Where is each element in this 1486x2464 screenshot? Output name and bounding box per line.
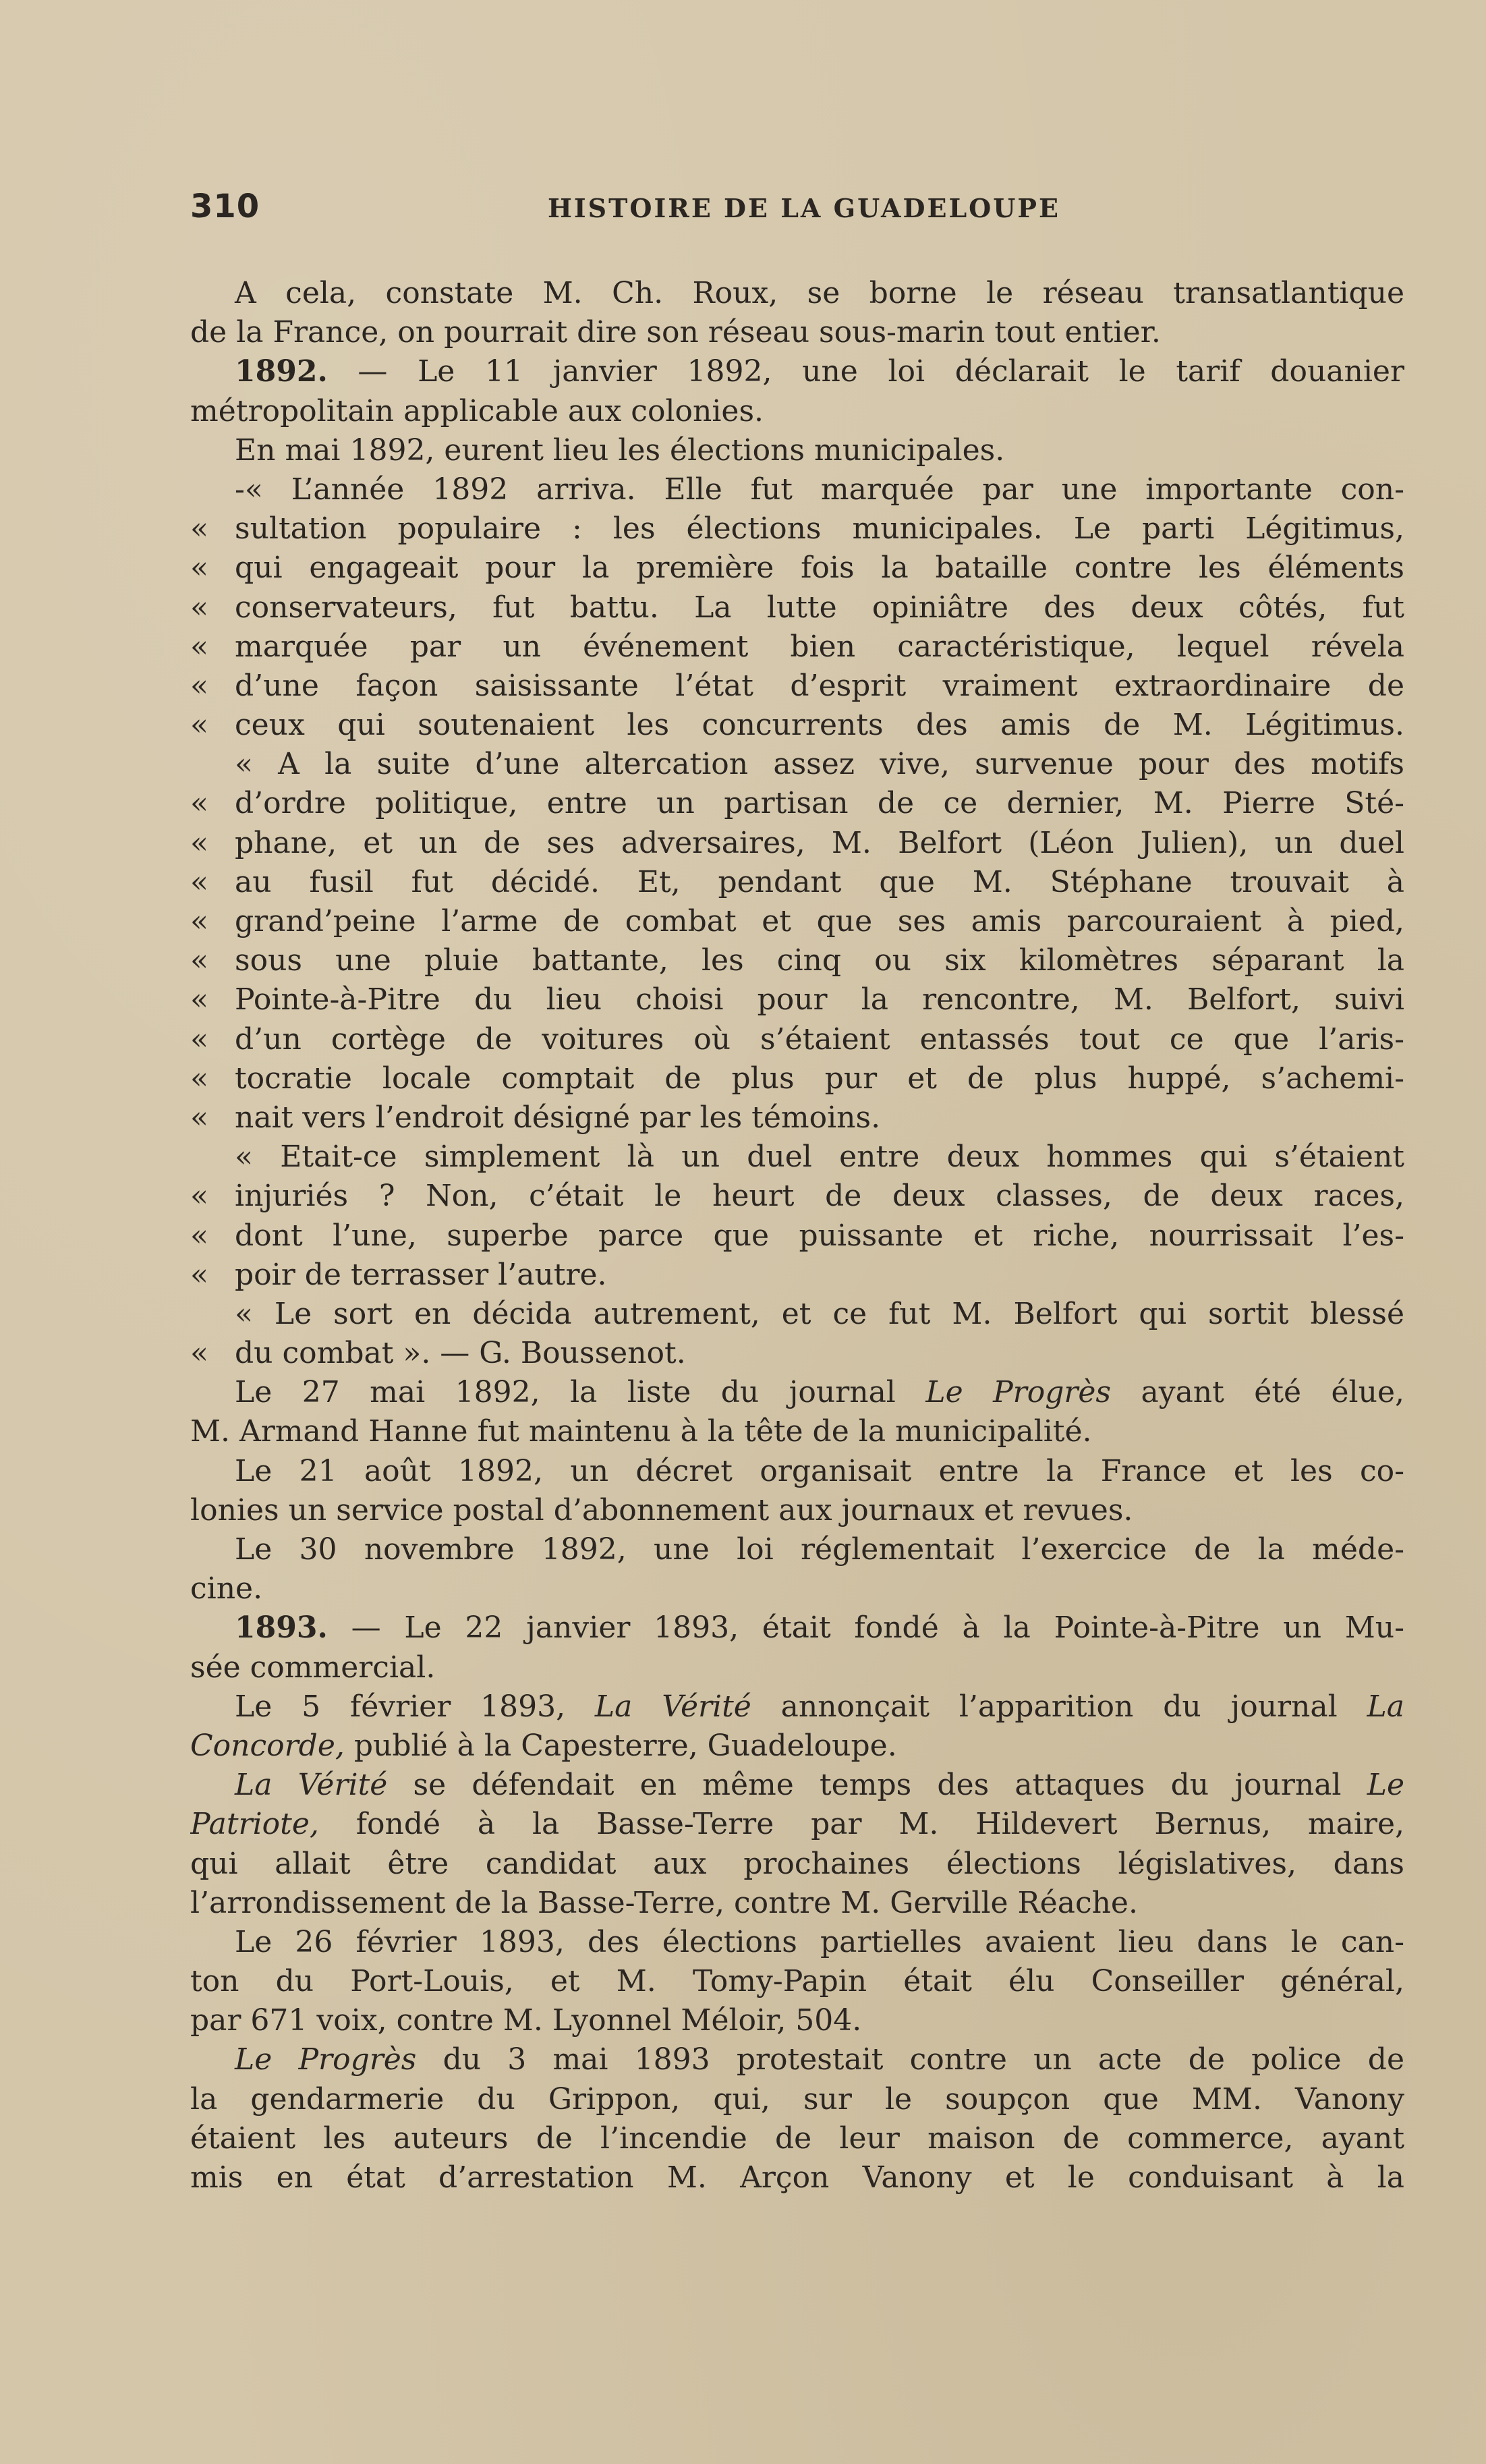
newspaper-title: Le Progrès — [925, 1375, 1112, 1410]
quote-mark: « — [190, 864, 208, 899]
text-line: -« L’année 1892 arriva. Elle fut marquée par une importante con- — [235, 472, 1404, 507]
quote-mark: « — [190, 1061, 208, 1096]
text-line: « A la suite d’une altercation assez vive, survenue pour des motifs — [235, 747, 1404, 782]
text-line: par 671 voix, contre M. Lyonnel Méloir, 504. — [190, 2003, 862, 2038]
quote-line: « nait vers l’endroit désigné par les témoins. — [190, 1098, 1404, 1138]
text-line: lonies un service postal d’abonnement aux journaux et revues. — [190, 1492, 1133, 1528]
quote-line: « phane, et un de ses adversaires, M. Belfort (Léon Julien), un duel — [190, 824, 1404, 863]
year-heading: 1892. — [235, 354, 328, 389]
text-line: de la France, on pourrait dire son réseau sous-marin tout entier. — [190, 315, 1161, 350]
year-heading: 1893. — [235, 1611, 328, 1646]
newspaper-title: Patriote, — [190, 1807, 319, 1842]
quote-line: « d’un cortège de voitures où s’étaient entassés tout ce que l’aris- — [190, 1020, 1404, 1059]
quote-mark: « — [190, 786, 208, 821]
body-text — [190, 274, 1404, 2197]
text-line: étaient les auteurs de l’incendie de leur maison de commerce, ayant — [190, 2121, 1404, 2156]
text-line: « Le sort en décida autrement, et ce fut M. Belfort qui sortit blessé — [235, 1296, 1404, 1331]
newspaper-title: La Vérité — [594, 1689, 751, 1724]
text-line: A cela, constate M. Ch. Roux, se borne le réseau transatlantique — [235, 276, 1404, 310]
quote-line: « injuriés ? Non, c’était le heurt de deux classes, de deux races, — [190, 1177, 1404, 1216]
newspaper-title: La Vérité — [235, 1768, 388, 1803]
quote-mark: « — [190, 1021, 208, 1057]
text-line: métropolitain applicable aux colonies. — [190, 393, 764, 428]
text-line: Patriote, fondé à la Basse-Terre par M. Hildevert Bernus, maire, — [190, 1807, 1404, 1842]
running-title: HISTOIRE DE LA GUADELOUPE — [548, 193, 1060, 223]
quote-mark: « — [190, 1100, 208, 1135]
quote-line: « du combat ». — G. Boussenot. — [190, 1334, 1404, 1373]
quote-line: « poir de terrasser l’autre. — [190, 1256, 1404, 1295]
text-line: Le Progrès du 3 mai 1893 protestait contre un acte de police de — [235, 2042, 1404, 2077]
text-line: Le 21 août 1892, un décret organisait entre la France et les co- — [235, 1453, 1404, 1488]
text-line: la gendarmerie du Grippon, qui, sur le soupçon que MM. Vanony — [190, 2081, 1404, 2117]
quote-line: « sultation populaire : les élections municipales. Le parti Légitimus, — [190, 509, 1404, 549]
quote-line: « d’une façon saisissante l’état d’esprit vraiment extraordinaire de — [190, 667, 1404, 706]
text-line: En mai 1892, eurent lieu les élections municipales. — [235, 432, 1005, 468]
quote-line: « ceux qui soutenaient les concurrents des amis de M. Légitimus. — [190, 706, 1404, 745]
text-line: sée commercial. — [190, 1650, 436, 1685]
text-line: La Vérité se défendait en même temps des attaques du journal Le — [235, 1768, 1404, 1803]
text-line: 1892. — Le 11 janvier 1892, une loi déclarait le tarif douanier — [235, 354, 1404, 389]
text-line: Le 30 novembre 1892, une loi réglementait l’exercice de la méde- — [235, 1532, 1404, 1567]
quote-mark: « — [190, 904, 208, 939]
newspaper-title: La — [1367, 1689, 1404, 1724]
text-line: Le 5 février 1893, La Vérité annonçait l’apparition du journal La — [235, 1689, 1404, 1724]
quote-mark: « — [190, 982, 208, 1017]
quote-mark: « — [190, 1218, 208, 1253]
quote-line: « grand’peine l’arme de combat et que ses amis parcouraient à pied, — [190, 902, 1404, 941]
quote-line: « sous une pluie battante, les cinq ou six kilomètres séparant la — [190, 941, 1404, 980]
newspaper-title: Le Progrès — [235, 2042, 417, 2077]
newspaper-title: Le — [1367, 1768, 1404, 1803]
text-line: Le 27 mai 1892, la liste du journal Le Progrès ayant été élue, — [235, 1375, 1404, 1410]
quote-mark: « — [190, 511, 208, 547]
text-line: Concorde, publié à la Capesterre, Guadeloupe. — [190, 1728, 897, 1763]
text-line: M. Armand Hanne fut maintenu à la tête de la municipalité. — [190, 1414, 1092, 1449]
quote-mark: « — [190, 668, 208, 703]
text-line: mis en état d’arrestation M. Arçon Vanony et le conduisant à la — [190, 2160, 1404, 2195]
quote-mark: « — [190, 943, 208, 978]
quote-mark: « — [190, 1257, 208, 1292]
text-line: l’arrondissement de la Basse-Terre, contre M. Gerville Réache. — [190, 1885, 1138, 1920]
text-line: 1893. — Le 22 janvier 1893, était fondé à la Pointe-à-Pitre un Mu- — [235, 1611, 1404, 1646]
book-page — [190, 188, 1404, 2197]
quote-mark: « — [190, 1179, 208, 1214]
quote-mark: « — [190, 551, 208, 586]
quote-mark: « — [190, 629, 208, 664]
text-line: cine. — [190, 1571, 263, 1606]
quote-line: « Pointe-à-Pitre du lieu choisi pour la rencontre, M. Belfort, suivi — [190, 980, 1404, 1019]
quote-mark: « — [190, 1336, 208, 1371]
text-line: « Etait-ce simplement là un duel entre deux hommes qui s’étaient — [235, 1140, 1404, 1175]
page-number: 310 — [190, 188, 260, 225]
page-header — [190, 188, 1404, 242]
quote-line: « qui engageait pour la première fois la bataille contre les éléments — [190, 549, 1404, 588]
quote-line: « au fusil fut décidé. Et, pendant que M. Stéphane trouvait à — [190, 863, 1404, 902]
quote-mark: « — [190, 825, 208, 860]
text-line: ton du Port-Louis, et M. Tomy-Papin était élu Conseiller général, — [190, 1964, 1404, 1999]
newspaper-title: Concorde, — [190, 1728, 345, 1763]
quote-line: « marquée par un événement bien caractéristique, lequel révela — [190, 627, 1404, 667]
quote-line: « tocratie locale comptait de plus pur et de plus huppé, s’achemi- — [190, 1059, 1404, 1098]
quote-line: « conservateurs, fut battu. La lutte opiniâtre des deux côtés, fut — [190, 588, 1404, 627]
quote-line: « d’ordre politique, entre un partisan de ce dernier, M. Pierre Sté- — [190, 784, 1404, 823]
quote-line: « dont l’une, superbe parce que puissante et riche, nourrissait l’es- — [190, 1216, 1404, 1256]
quote-mark: « — [190, 590, 208, 625]
quote-mark: « — [190, 708, 208, 743]
text-line: Le 26 février 1893, des élections partielles avaient lieu dans le can- — [235, 1924, 1404, 1959]
text-line: qui allait être candidat aux prochaines élections législatives, dans — [190, 1846, 1404, 1881]
